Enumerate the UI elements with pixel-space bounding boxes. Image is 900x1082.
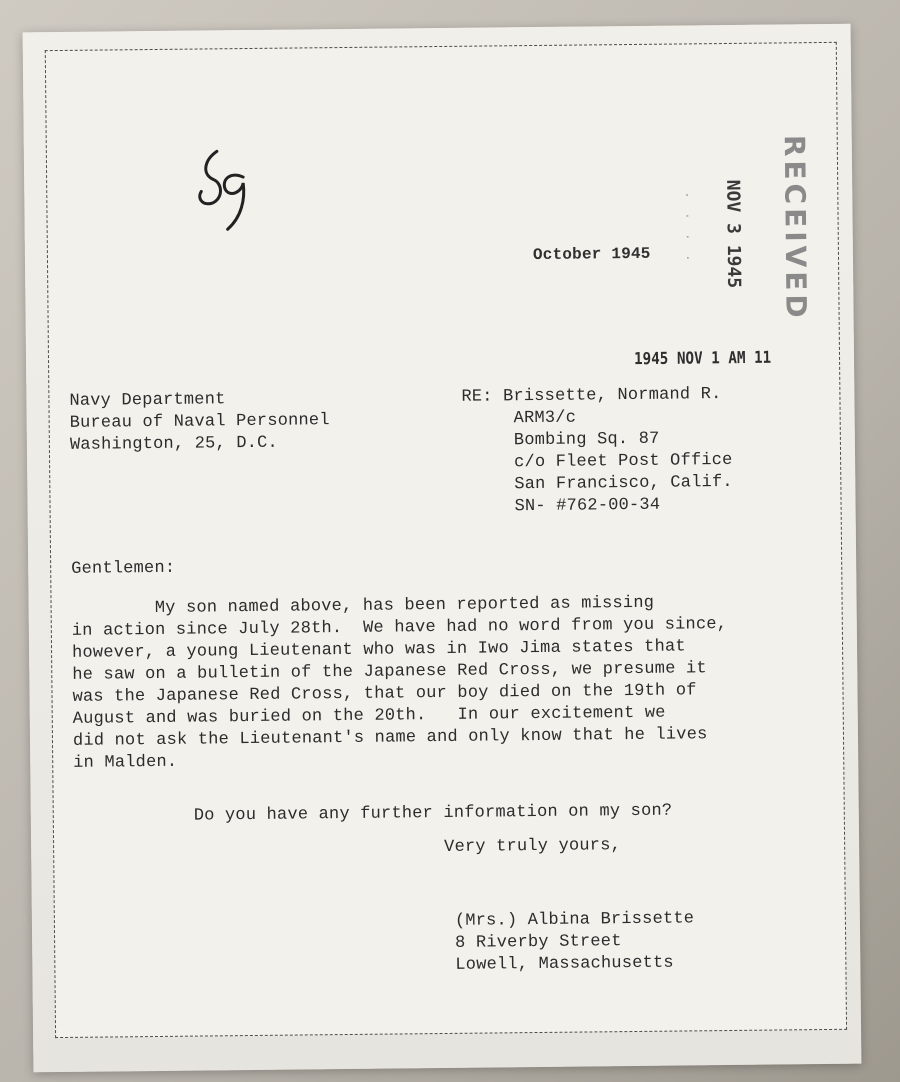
svg-text:RECEIVED: RECEIVED [777, 134, 813, 322]
time-received-stamp [634, 338, 834, 370]
archive-page [23, 24, 862, 1073]
body-line: however, a young Lieutenant who was in Iwo Jima states that [71, 637, 686, 663]
svg-text:· · · ·: · · · · [678, 192, 696, 267]
svg-text:1945 NOV 1 AM 11: 1945 NOV 1 AM 11 [633, 347, 772, 369]
letter-date: October 1945 [532, 244, 651, 265]
body-line: he saw on a bulletin of the Japanese Red Cross, we presume it [72, 659, 707, 685]
recipient-line: Washington, 25, D.C. [69, 433, 279, 455]
re-line: Brissette, Normand R. [502, 385, 722, 407]
nov-date-stamp [707, 159, 749, 309]
signature-line: (Mrs.) Albina Brissette [454, 909, 695, 931]
letter-photocopy [45, 42, 847, 1038]
re-line: ARM3/c [513, 408, 577, 429]
question-line: Do you have any further information on my son? [193, 801, 673, 826]
closing: Very truly yours, [444, 836, 622, 857]
recipient-address [69, 388, 330, 457]
body-line: My son named above, has been reported as missing [71, 593, 655, 619]
signature-line: 8 Riverby Street [455, 932, 622, 953]
svg-text:NOV 3 1945: NOV 3 1945 [722, 179, 745, 289]
body-line: did not ask the Lieutenant's name and only know that he lives [72, 725, 708, 751]
letter-body [72, 591, 834, 775]
faint-bureau-stamp [662, 124, 704, 334]
re-label: RE: [461, 387, 493, 407]
recipient-line: Bureau of Naval Personnel [69, 411, 330, 433]
re-line: San Francisco, Calif. [514, 472, 733, 495]
re-line: c/o Fleet Post Office [514, 450, 733, 473]
received-stamp [765, 128, 813, 328]
re-line: SN- #762-00-34 [514, 495, 661, 517]
recipient-line: Navy Department [69, 390, 226, 411]
salutation: Gentlemen: [71, 558, 176, 579]
body-line: was the Japanese Red Cross, that our boy died on the 19th of [72, 681, 697, 707]
signature-line: Lowell, Massachusetts [455, 953, 674, 975]
re-line: Bombing Sq. 87 [513, 429, 660, 451]
body-line: August and was buried on the 20th. In our excitement we [72, 703, 666, 729]
body-line: in Malden. [73, 752, 178, 773]
body-line: in action since July 28th. We have had no word from you since, [71, 615, 728, 641]
handwritten-number-mark [187, 139, 258, 240]
signature-block [455, 908, 695, 977]
reference-block [461, 384, 733, 519]
